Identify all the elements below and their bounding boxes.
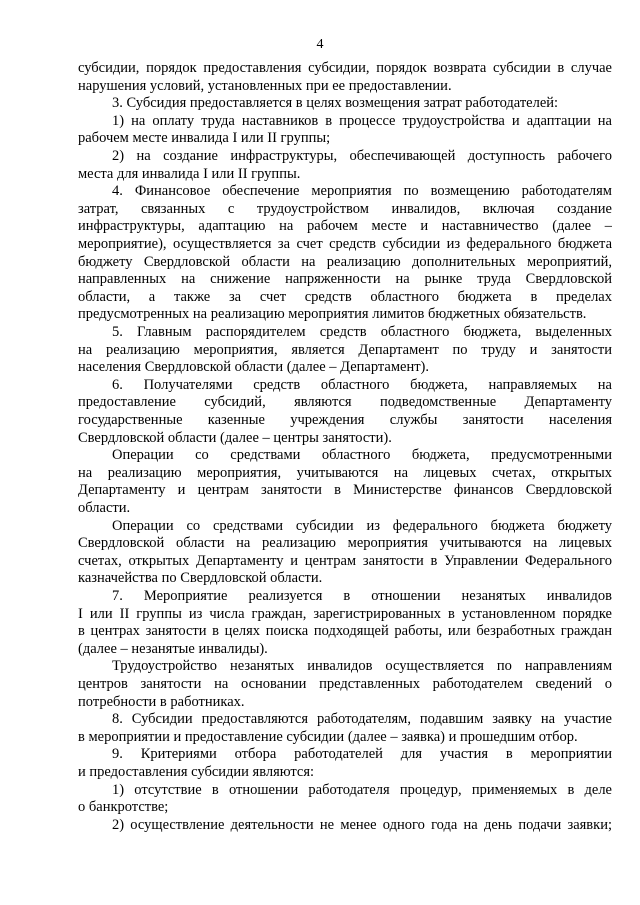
text-line: I или II группы из числа граждан, зарегистрированных в установленном порядке: [78, 605, 612, 622]
text-line: 8. Субсидии предоставляются работодателям, подавшим заявку на участие: [112, 711, 612, 728]
text-line: потребности в работниках.: [78, 693, 245, 710]
text-line: в центрах занятости в целях поиска подходящей работы, или безработных граждан: [78, 623, 612, 640]
text-line: казначейства по Свердловской области.: [78, 570, 323, 587]
text-line: 2) осуществление деятельности не менее одного года на день подачи заявки;: [112, 816, 612, 833]
text-line: 4. Финансовое обеспечение мероприятия по возмещению работодателям: [112, 183, 612, 200]
text-line: Свердловской области на реализацию мероприятия учитываются на лицевых: [78, 535, 612, 552]
text-line: на реализацию мероприятия, учитываются на лицевых счетах, открытых: [78, 464, 612, 481]
text-line: Свердловской области (далее – центры занятости).: [78, 429, 392, 446]
text-line: 1) отсутствие в отношении работодателя процедур, применяемых в деле: [112, 781, 612, 798]
text-line: 3. Субсидия предоставляется в целях возмещения затрат работодателей:: [112, 95, 559, 112]
text-line: рабочем месте инвалида I или II группы;: [78, 130, 331, 147]
text-line: предоставление субсидий, являются подведомственные Департаменту: [78, 394, 612, 411]
text-line: (далее – незанятые инвалиды).: [78, 640, 268, 657]
text-line: субсидии, порядок предоставления субсидии, порядок возврата субсидии в случае: [78, 60, 612, 76]
text-line: 1) на оплату труда наставников в процессе трудоустройства и адаптации на: [112, 112, 612, 129]
text-line: предусмотренных на реализацию мероприятия лимитов бюджетных обязательств.: [78, 306, 587, 323]
text-line: места для инвалида I или II группы.: [78, 165, 301, 182]
text-line: государственные казенные учреждения службы занятости населения: [78, 412, 612, 428]
text-line: направленных на снижение напряженности на рынке труда Свердловской: [78, 271, 612, 288]
text-line: 9. Критериями отбора работодателей для участия в мероприятии: [112, 746, 612, 763]
text-line: мероприятие), осуществляется за счет средств субсидии из федерального бюджета: [78, 236, 612, 252]
text-line: инфраструктуры, адаптацию на рабочем месте и наставничество (далее –: [78, 218, 612, 235]
text-line: и предоставления субсидии являются:: [78, 764, 315, 780]
text-line: 7. Мероприятие реализуется в отношении незанятых инвалидов: [112, 588, 612, 604]
text-line: затрат, связанных с трудоустройством инвалидов, включая создание: [78, 200, 612, 217]
text-line: населения Свердловской области (далее – Департамент).: [78, 359, 430, 376]
text-line: о банкротстве;: [78, 799, 169, 816]
text-line: нарушения условий, установленных при ее предоставлении.: [78, 77, 452, 94]
text-line: Операции со средствами субсидии из федерального бюджета бюджету: [112, 517, 612, 534]
text-line: бюджету Свердловской области на реализацию дополнительных мероприятий,: [78, 253, 612, 270]
text-line: Трудоустройство незанятых инвалидов осуществляется по направлениям: [112, 658, 612, 675]
text-line: Департаменту и центрам занятости в Министерстве финансов Свердловской: [78, 482, 612, 499]
text-line: 6. Получателями средств областного бюджета, направляемых на: [112, 376, 612, 393]
text-line: на реализацию мероприятия, является Департамент по труду и занятости: [78, 341, 612, 358]
text-line: области.: [78, 500, 131, 516]
page-number: 4: [316, 37, 324, 52]
text-line: 2) на создание инфраструктуры, обеспечивающей доступность рабочего: [112, 148, 612, 164]
text-line: в мероприятии и предоставление субсидии (далее – заявка) и прошедшим отбор.: [78, 728, 578, 745]
text-line: центров занятости на основании представленных работодателем сведений о: [78, 676, 612, 692]
text-line: счетах, открытых Департаменту и центрам занятости в Управлении Федерального: [78, 552, 612, 569]
text-line: 5. Главным распорядителем средств областного бюджета, выделенных: [112, 324, 612, 340]
text-line: области, а также за счет средств областного бюджета в пределах: [78, 288, 612, 305]
text-line: Операции со средствами областного бюджета, предусмотренными: [112, 447, 612, 464]
